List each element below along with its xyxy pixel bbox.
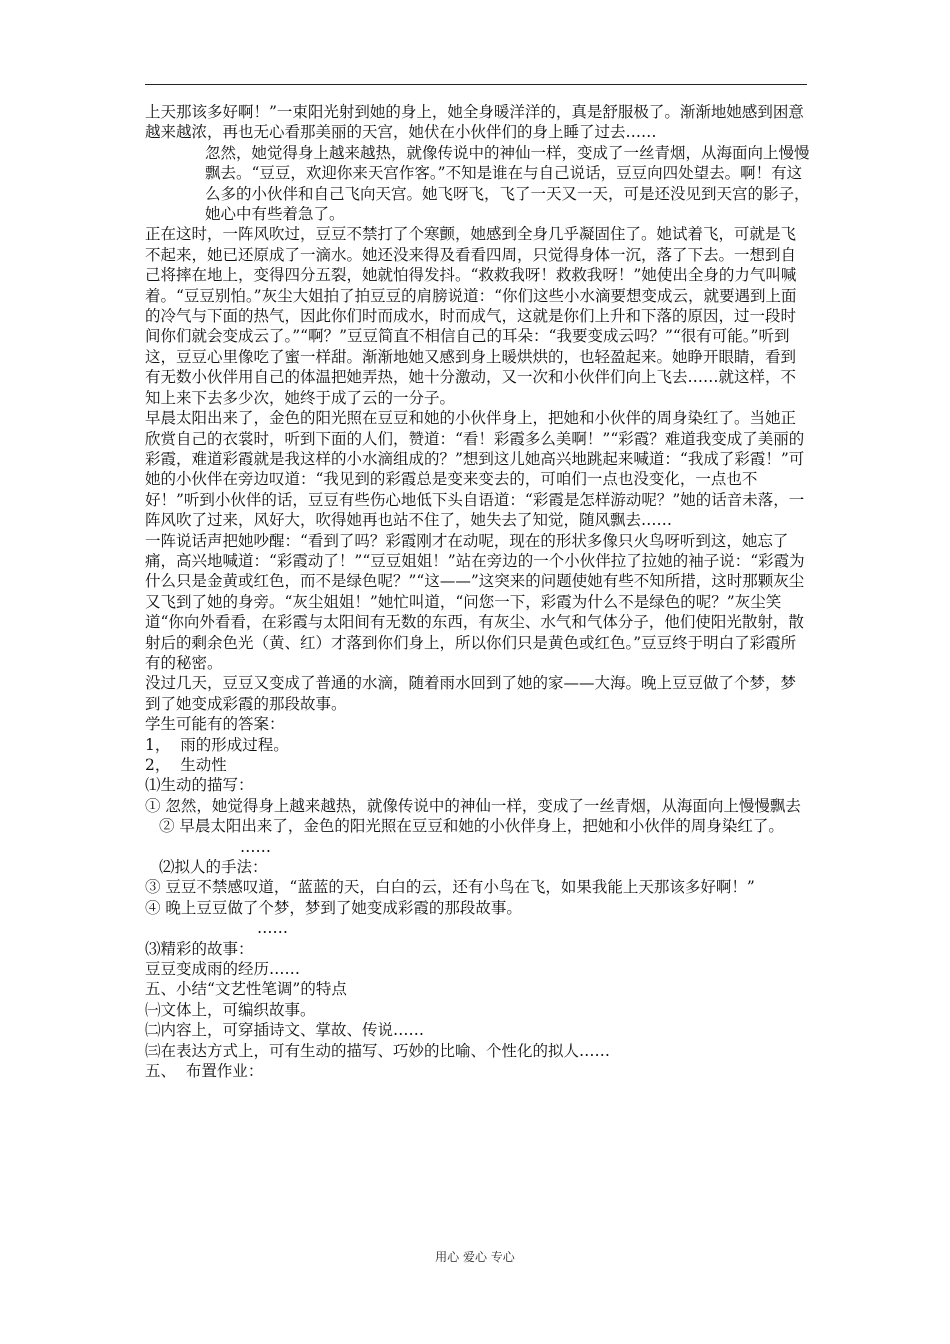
paragraph: 早晨太阳出来了，金色的阳光照在豆豆和她的小伙伴身上，把她和小伙伴的周身染红了。当她正欣赏自己的衣裳时，听到下面的人们，赞道：“看！彩霞多么美啊！”“彩霞？难道我变成了美丽的彩霞，难道彩霞就是我这样的小水滴组成的？”想到这儿她高兴地跳起来喊道：“我成了彩霞！”可她的小伙伴在旁边叹道：“我见到的彩霞总是变来变去的，可咱们一点也没变化，一点也不好！”听到小伙伴的话，豆豆有些伤心地低下头自语道：“彩霞是怎样游动呢？”她的话音未落，一阵风吹了过来，风好大，吹得她再也站不住了，她失去了知觉，随风飘去…… (145, 409, 805, 530)
answers-heading: 学生可能有的答案： (145, 715, 285, 734)
list-item: 2， 生动性 (145, 756, 227, 774)
header-rule (145, 84, 807, 85)
section-heading: 五、 布置作业： (145, 1062, 264, 1081)
list-item: 1， 雨的形成过程。 (145, 735, 289, 754)
list-item: ㈢在表达方式上，可有生动的描写、巧妙的比喻、个性化的拟人…… (145, 1041, 611, 1060)
ellipsis: …… (240, 837, 271, 856)
list-item: ㈠文体上，可编织故事。 (145, 1000, 316, 1019)
document-body (145, 102, 810, 1082)
page-footer: 用心 爱心 专心 (435, 1250, 515, 1264)
sub-heading: ⑴生动的描写： (145, 776, 254, 795)
paragraph: 没过几天，豆豆又变成了普通的水滴，随着雨水回到了她的家——大海。晚上豆豆做了个梦，梦到了她变成彩霞的那段故事。 (145, 674, 797, 713)
list-item: ③ 豆豆不禁感叹道，“蓝蓝的天，白白的云，还有小鸟在飞，如果我能上天那该多好啊！” (145, 878, 755, 897)
ellipsis: …… (257, 919, 288, 938)
sub-heading: ⑵拟人的手法： (159, 858, 268, 877)
list-item: ④ 晚上豆豆做了个梦，梦到了她变成彩霞的那段故事。 (145, 898, 522, 917)
list-item: ㈡内容上，可穿插诗文、掌故、传说…… (145, 1021, 425, 1040)
paragraph: 一阵说话声把她吵醒：“看到了吗？彩霞刚才在动呢，现在的形状多像只火鸟呀听到这，她忘了痛，高兴地喊道：“彩霞动了！”“豆豆姐姐！”站在旁边的一个小伙伴拉了拉她的袖子说：“彩霞为什么只是金黄或红色，而不是绿色呢？”“这——”这突来的问题使她有些不知所措，这时那颗灰尘又飞到了她的身旁。“灰尘姐姐！”她忙叫道，“问您一下，彩霞为什么不是绿色的呢？”灰尘笑道“你向外看看，在彩霞与太阳间有无数的东西，有灰尘、水气和气体分子，他们使阳光散射，散射后的剩余色光（黄、红）才落到你们身上，所以你们只是黄色或红色。”豆豆终于明白了彩霞所有的秘密。 (145, 531, 805, 672)
list-item: ① 忽然，她觉得身上越来越热，就像传说中的神仙一样，变成了一丝青烟，从海面向上慢慢飘去 (145, 796, 801, 815)
section-heading: 五、小结“文艺性笔调”的特点 (145, 980, 347, 999)
list-item: ② 早晨太阳出来了，金色的阳光照在豆豆和她的小伙伴身上，把她和小伙伴的周身染红了。 (159, 817, 784, 836)
sub-heading: ⑶精彩的故事： (145, 939, 254, 958)
list-item: 豆豆变成雨的经历…… (145, 960, 301, 979)
paragraph: 上天那该多好啊！”一束阳光射到她的身上，她全身暖洋洋的，真是舒服极了。渐渐地她感到困意越来越浓，再也无心看那美丽的天宫，她伏在小伙伴们的身上睡了过去…… (145, 103, 804, 142)
paragraph: 正在这时，一阵风吹过，豆豆不禁打了个寒颤，她感到全身几乎凝固住了。她试着飞，可就是飞不起来，她已还原成了一滴水。她还没来得及看看四周，只觉得身体一沉，落了下去。一想到自己将摔在地上，变得四分五裂，她就怕得发抖。“救救我呀！救救我呀！”她使出全身的力气叫喊着。“豆豆别怕。”灰尘大姐拍了拍豆豆的肩膀说道：“你们这些小水滴要想变成云，就要遇到上面的冷气与下面的热气，因此你们时而成水，时而成气，这就是你们上升和下落的原因，过一段时间你们就会变成云了。”“啊？”豆豆简直不相信自己的耳朵：“我要变成云吗？”“很有可能。”听到这，豆豆心里像吃了蜜一样甜。渐渐地她又感到身上暖烘烘的，也轻盈起来。她睁开眼睛，看到有无数小伙伴用自己的体温把她弄热，她十分激动，又一次和小伙伴们向上飞去……就这样，不知上来下去多少次，她终于成了云的一分子。 (145, 225, 797, 407)
paragraph: 忽然，她觉得身上越来越热，就像传说中的神仙一样，变成了一丝青烟，从海面向上慢慢飘去。“豆豆，欢迎你来天宫作客。”不知是谁在与自己说话，豆豆向四处望去。啊！有这么多的小伙伴和自己飞向天宫。她飞呀飞，飞了一天又一天，可是还没见到天宫的影子，她心中有些着急了。 (205, 143, 810, 224)
